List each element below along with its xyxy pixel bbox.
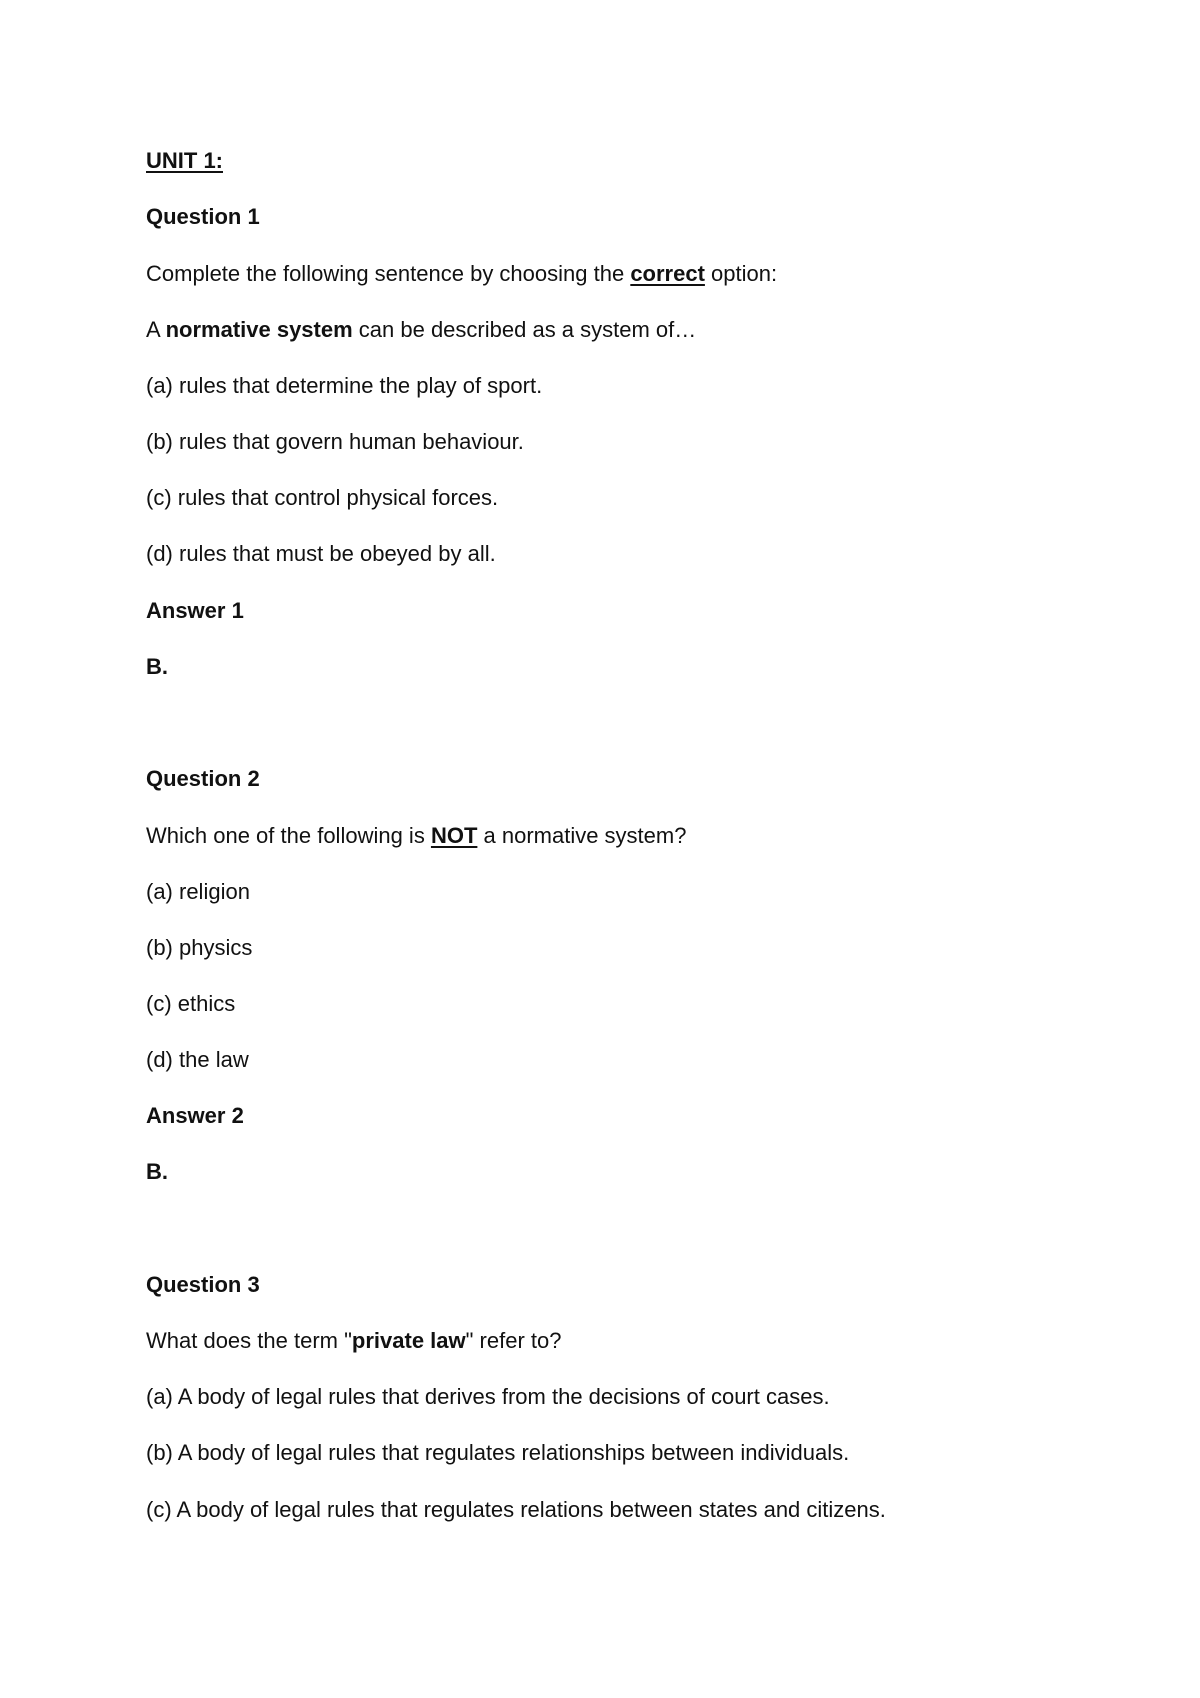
question-3-option-a: (a) A body of legal rules that derives from the decisions of court cases.: [146, 1384, 830, 1409]
question-1-heading: Question 1: [146, 204, 260, 229]
question-1-option-b: (b) rules that govern human behaviour.: [146, 429, 524, 454]
question-1-option-a: (a) rules that determine the play of sport.: [146, 373, 543, 398]
question-3-stem: [146, 1327, 561, 1355]
question-1-option-c: (c) rules that control physical forces.: [146, 485, 499, 510]
question-2-option-c: (c) ethics: [146, 991, 236, 1016]
question-3-stem-post: " refer to?: [465, 1328, 562, 1353]
answer-2-heading: Answer 2: [146, 1103, 244, 1128]
question-1-stem-emphasis: normative system: [165, 317, 353, 342]
question-1-stem: [146, 316, 696, 344]
answer-1-heading: Answer 1: [146, 598, 244, 623]
answer-2-value: B.: [146, 1159, 168, 1184]
question-1-instruction-post: option:: [704, 261, 778, 286]
question-1-stem-pre: A: [146, 317, 166, 342]
unit-heading: UNIT 1:: [146, 148, 223, 173]
question-2-option-d: (d) the law: [146, 1047, 249, 1072]
question-2-heading: Question 2: [146, 766, 260, 791]
question-2-stem-post: a normative system?: [477, 823, 687, 848]
question-3-option-c: (c) A body of legal rules that regulates relations between states and citizens.: [146, 1497, 886, 1522]
question-3-stem-pre: What does the term ": [146, 1328, 352, 1353]
question-2-stem-pre: Which one of the following is: [146, 823, 431, 848]
question-3-option-b: (b) A body of legal rules that regulates relationships between individuals.: [146, 1440, 850, 1465]
question-1-instruction-pre: Complete the following sentence by choosing the: [146, 261, 631, 286]
answer-1-value: B.: [146, 654, 168, 679]
question-1-instruction-emphasis: correct: [630, 261, 705, 286]
question-1-instruction: [146, 260, 777, 288]
question-3-stem-emphasis: private law: [351, 1328, 466, 1353]
question-1-option-d: (d) rules that must be obeyed by all.: [146, 541, 496, 566]
question-2-stem-emphasis: NOT: [430, 823, 478, 848]
question-2-option-b: (b) physics: [146, 935, 253, 960]
question-3-heading: Question 3: [146, 1272, 260, 1297]
question-2-option-a: (a) religion: [146, 879, 250, 904]
question-2-stem: [146, 822, 686, 850]
question-1-stem-post: can be described as a system of…: [352, 317, 697, 342]
